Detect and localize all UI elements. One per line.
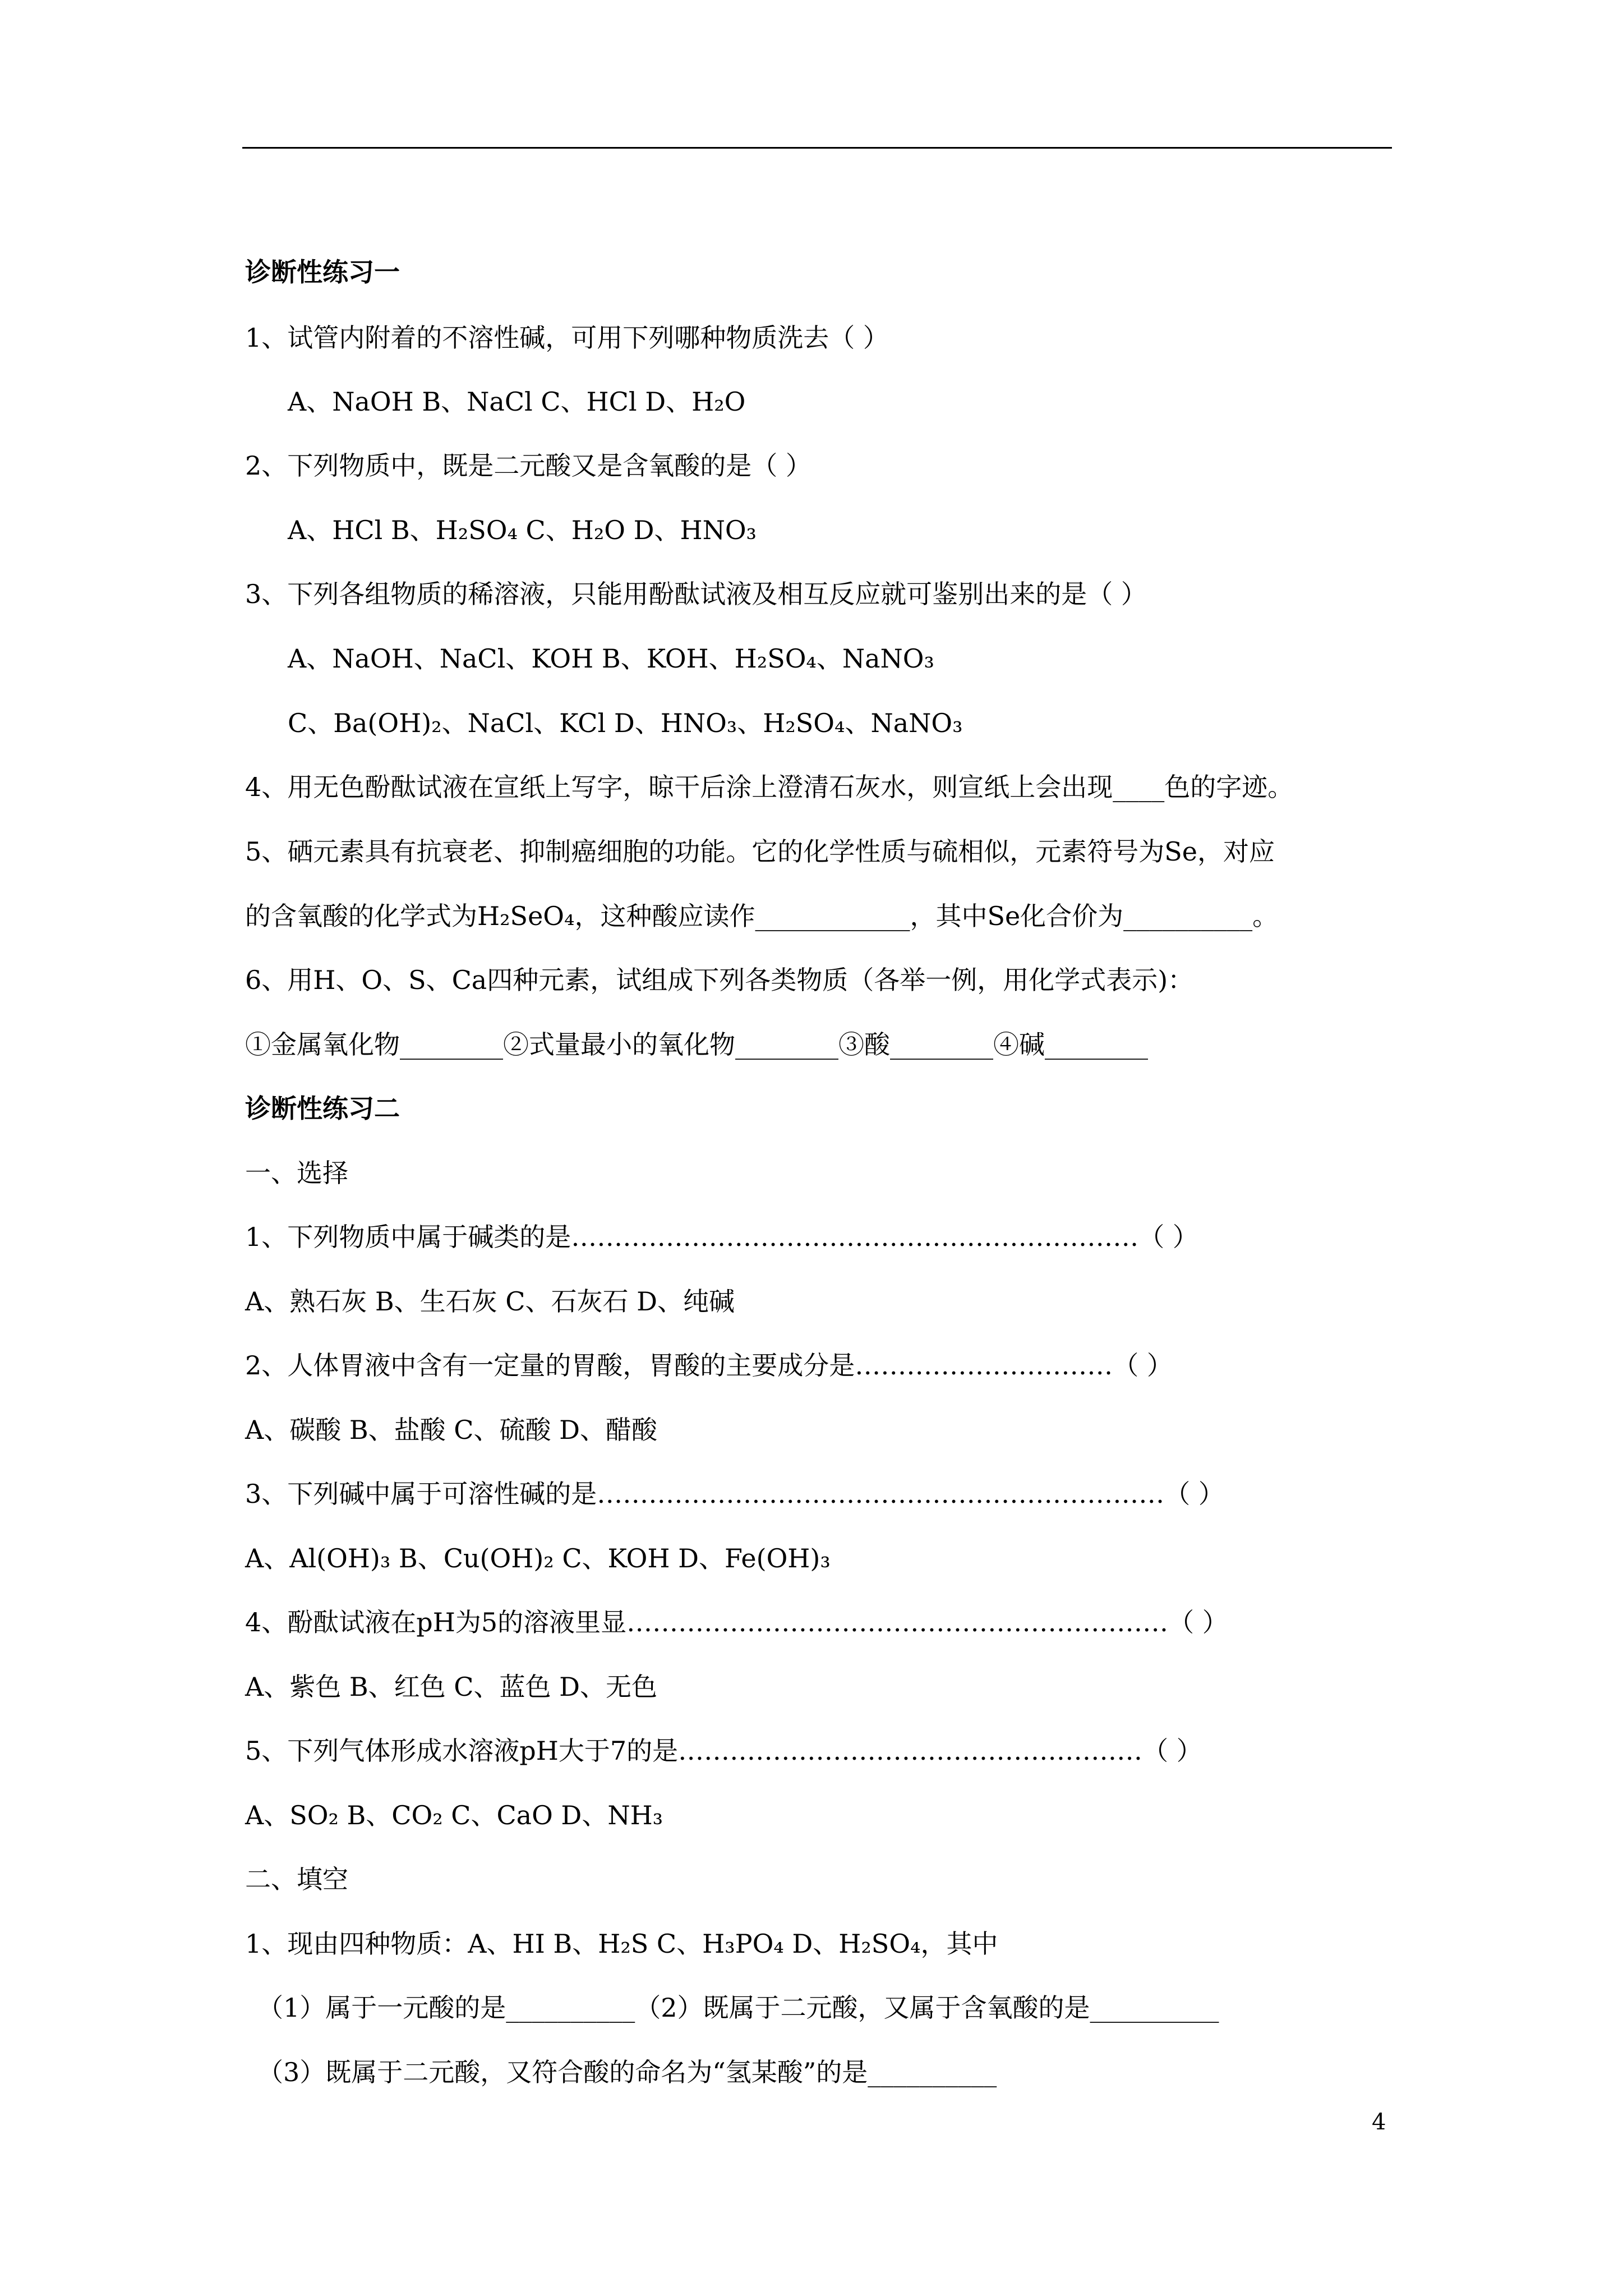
- question-line: （1）属于一元酸的是__________（2）既属于二元酸，又属于含氧酸的是__________: [257, 1993, 1219, 2023]
- option-line: A、NaOH、NaCl、KOH B、KOH、H₂SO₄、NaNO₃: [288, 643, 934, 674]
- section-title: 诊断性练习一: [245, 257, 400, 287]
- question-line: 1、试管内附着的不溶性碱，可用下列哪种物质洗去（ ）: [245, 323, 889, 353]
- option-line: A、碳酸 B、盐酸 C、硫酸 D、醋酸: [245, 1415, 657, 1445]
- page-number: 4: [1372, 2109, 1386, 2135]
- question-line: （3）既属于二元酸，又符合酸的命名为“氢某酸”的是__________: [257, 2057, 997, 2087]
- subsection-heading: 一、选择: [245, 1158, 348, 1188]
- question-line: 的含氧酸的化学式为H₂SeO₄，这种酸应读作____________，其中Se化合价为__________。: [245, 901, 1279, 931]
- question-line: 4、用无色酚酞试液在宣纸上写字，晾干后涂上澄清石灰水，则宣纸上会出现____色的字迹。: [245, 772, 1294, 802]
- section-title: 诊断性练习二: [245, 1093, 400, 1124]
- question-line: 5、硒元素具有抗衰老、抑制癌细胞的功能。它的化学性质与硫相似，元素符号为Se，对应: [245, 836, 1275, 867]
- question-line: 3、下列碱中属于可溶性碱的是…………………………………………………………（ ）: [245, 1479, 1224, 1509]
- option-line: A、HCl B、H₂SO₄ C、H₂O D、HNO₃: [288, 515, 757, 545]
- header-rule: [242, 147, 1392, 149]
- question-line: 4、酚酞试液在pH为5的溶液里显………………………………………………………（ ）: [245, 1607, 1228, 1637]
- question-line: 1、现由四种物质：A、HI B、H₂S C、H₃PO₄ D、H₂SO₄，其中: [245, 1929, 998, 1959]
- question-line: 6、用H、O、S、Ca四种元素，试组成下列各类物质（各举一例，用化学式表示)：: [245, 965, 1194, 995]
- option-line: A、SO₂ B、CO₂ C、CaO D、NH₃: [245, 1800, 663, 1830]
- option-line: A、紫色 B、红色 C、蓝色 D、无色: [245, 1672, 657, 1702]
- question-line: ①金属氧化物________②式量最小的氧化物________③酸________④碱________: [245, 1029, 1148, 1060]
- question-line: 1、下列物质中属于碱类的是…………………………………………………………（ ）: [245, 1222, 1198, 1252]
- question-line: 3、下列各组物质的稀溶液，只能用酚酞试液及相互反应就可鉴别出来的是（ ）: [245, 579, 1147, 609]
- subsection-heading: 二、填空: [245, 1864, 348, 1894]
- option-line: C、Ba(OH)₂、NaCl、KCl D、HNO₃、H₂SO₄、NaNO₃: [288, 708, 963, 738]
- option-line: A、NaOH B、NaCl C、HCl D、H₂O: [288, 386, 746, 417]
- option-line: A、熟石灰 B、生石灰 C、石灰石 D、纯碱: [245, 1286, 735, 1317]
- question-line: 2、人体胃液中含有一定量的胃酸，胃酸的主要成分是…………………………（ ）: [245, 1350, 1173, 1381]
- question-line: 5、下列气体形成水溶液pH大于7的是………………………………………………（ ）: [245, 1736, 1202, 1766]
- option-line: A、Al(OH)₃ B、Cu(OH)₂ C、KOH D、Fe(OH)₃: [245, 1543, 831, 1573]
- question-line: 2、下列物质中，既是二元酸又是含氧酸的是（ ）: [245, 450, 811, 481]
